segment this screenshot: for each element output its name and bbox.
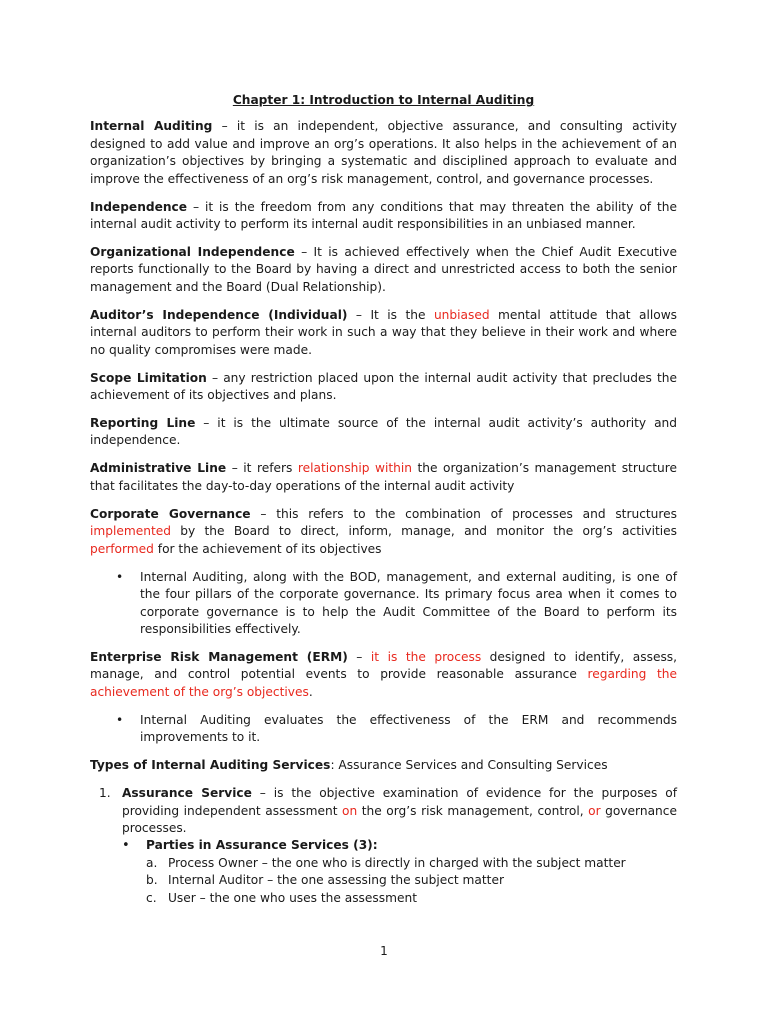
document-page bbox=[90, 92, 677, 907]
term: Enterprise Risk Management (ERM) bbox=[90, 649, 348, 664]
definition: – it is the ultimate source of the internal audit activity’s authority and independence. bbox=[90, 416, 677, 448]
term: Corporate Governance bbox=[90, 506, 251, 521]
term: Independence bbox=[90, 199, 188, 214]
sub-bullet-list bbox=[122, 837, 677, 907]
list-item bbox=[122, 872, 677, 889]
highlight-text: it is the process bbox=[370, 649, 482, 664]
list-item bbox=[122, 890, 677, 907]
term: Scope Limitation bbox=[90, 370, 207, 385]
definition: – it is the freedom from any conditions that may threaten the ability of the internal audit activity to perform its internal audit responsibilities in an unbiased manner. bbox=[90, 199, 677, 232]
list-item-assurance bbox=[90, 785, 677, 907]
paragraph-reporting-line bbox=[90, 415, 677, 450]
definition: the organization’s management structure that facilitates the day-to-day operations of the internal audit activity bbox=[90, 461, 678, 493]
bullet-list bbox=[90, 569, 677, 639]
definition: for the achievement of its objectives bbox=[153, 541, 382, 556]
party-text: User – the one who uses the assessment bbox=[168, 890, 417, 905]
paragraph-types bbox=[90, 757, 677, 774]
bullet-list bbox=[90, 712, 677, 747]
list-letter: a. bbox=[146, 855, 158, 870]
list-number: 1. bbox=[99, 786, 111, 801]
party-text: Internal Auditor – the one assessing the subject matter bbox=[168, 873, 504, 888]
page-number: 1 bbox=[380, 944, 388, 958]
definition: : Assurance Services and Consulting Services bbox=[330, 758, 608, 773]
party-text: Process Owner – the one who is directly in charged with the subject matter bbox=[168, 855, 626, 870]
term: Assurance Service bbox=[122, 786, 252, 801]
services-list bbox=[90, 785, 677, 907]
chapter-title: Chapter 1: Introduction to Internal Auditing bbox=[232, 93, 535, 107]
paragraph-administrative-line bbox=[90, 460, 677, 495]
term: Organizational Independence bbox=[90, 245, 295, 260]
definition: . bbox=[308, 684, 313, 699]
term: Reporting Line bbox=[90, 416, 196, 431]
paragraph-internal-auditing bbox=[90, 118, 677, 188]
term: Auditor’s Independence (Individual) bbox=[90, 307, 348, 322]
term: Administrative Line bbox=[90, 461, 227, 476]
paragraph-scope-limitation bbox=[90, 370, 677, 405]
definition: by the Board to direct, inform, manage, and monitor the org’s activities bbox=[171, 524, 677, 539]
paragraph-organizational-independence bbox=[90, 244, 677, 296]
definition: – it refers bbox=[226, 461, 298, 476]
definition: the org’s risk management, control, bbox=[357, 803, 589, 818]
parties-list bbox=[122, 855, 677, 907]
highlight-text: unbiased bbox=[433, 307, 490, 322]
definition: mental attitude that allows internal auditors to perform their work in such a way that they believe in their work and where no quality compromises were made. bbox=[90, 307, 678, 357]
list-letter: c. bbox=[146, 890, 157, 905]
highlight-text: implemented bbox=[90, 524, 171, 539]
definition: – bbox=[347, 649, 371, 664]
paragraph-corporate-governance bbox=[90, 506, 677, 558]
definition: – this refers to the combination of processes and structures bbox=[250, 506, 677, 521]
paragraph-independence bbox=[90, 199, 677, 234]
definition: – It is the bbox=[347, 307, 434, 322]
term: Internal Auditing bbox=[90, 119, 213, 134]
definition: governance processes. bbox=[122, 803, 677, 835]
definition: – any restriction placed upon the internal audit activity that precludes the achievement of its objectives and plans. bbox=[90, 370, 677, 403]
highlight-text: performed bbox=[90, 541, 154, 556]
highlight-text: on bbox=[342, 803, 358, 818]
list-item: • Internal Auditing, along with the BOD, management, and external auditing, is one of the four pillars of the corporate governance. Its primary focus area when it comes to corporate governance is to help the Audit Committee of the Board to perform its responsibilities effectively. bbox=[90, 569, 677, 639]
term: Types of Internal Auditing Services bbox=[90, 758, 331, 773]
highlight-text: or bbox=[588, 803, 601, 818]
list-item: • Internal Auditing evaluates the effectiveness of the ERM and recommends improvements to it. bbox=[90, 712, 677, 747]
definition: designed to identify, assess, manage, and control potential events to provide reasonable assurance bbox=[90, 649, 678, 682]
definition: – It is achieved effectively when the Chief Audit Executive reports functionally to the Board by having a direct and unrestricted access to both the senior management and the Board (Dual Relationship). bbox=[90, 245, 678, 294]
paragraph-erm bbox=[90, 649, 677, 701]
list-item bbox=[122, 855, 677, 872]
list-letter: b. bbox=[146, 873, 158, 888]
list-item bbox=[122, 837, 677, 907]
paragraph-auditors-independence bbox=[90, 307, 677, 359]
highlight-text: relationship within bbox=[297, 461, 413, 476]
highlight-text: regarding the achievement of the org’s objectives bbox=[90, 667, 678, 699]
definition: – is the objective examination of evidence for the purposes of providing independent assessment bbox=[122, 786, 677, 818]
parties-heading: Parties in Assurance Services (3): bbox=[146, 838, 378, 853]
definition: – it is an independent, objective assurance, and consulting activity designed to add value and improve an org’s operations. It also helps in the achievement of an organization’s objectives by bringing a systematic and disciplined approach to evaluate and improve the effectiveness of an org’s risk management, control, and governance processes. bbox=[90, 119, 677, 186]
